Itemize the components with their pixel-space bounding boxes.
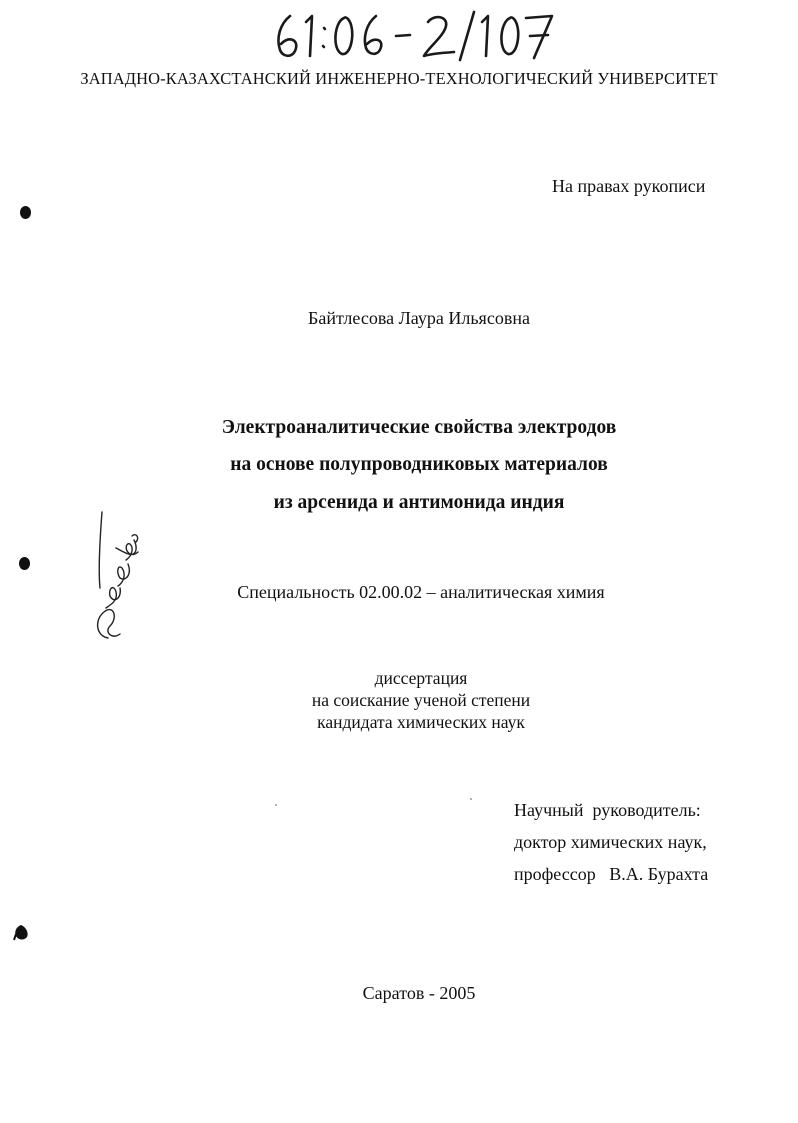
scan-speck: [275, 804, 277, 806]
title-line-3: из арсенида и антимонида индия: [273, 492, 565, 513]
dissertation-degree: кандидата химических наук: [317, 712, 525, 732]
dissertation-type: диссертация: [374, 668, 468, 688]
title-line-2: на основе полупроводниковых материалов: [230, 454, 608, 475]
supervisor-degree: доктор химических наук,: [514, 832, 707, 852]
city-year: Саратов - 2005: [362, 983, 476, 1003]
handwritten-code-stamp: [268, 6, 568, 62]
university-name: ЗАПАДНО-КАЗАХСТАНСКИЙ ИНЖЕНЕРНО-ТЕХНОЛОГИЧЕСКИЙ УНИВЕРСИТЕТ: [80, 69, 718, 88]
binding-hole-mark-middle: [19, 557, 30, 570]
title-line-1: Электроаналитические свойства электродов: [221, 417, 617, 438]
rights-notice: На правах рукописи: [552, 176, 706, 196]
author-name: Байтлесова Лаура Ильясовна: [308, 308, 530, 328]
dissertation-purpose: на соискание ученой степени: [311, 690, 531, 710]
binding-hole-mark-top: [20, 206, 31, 219]
supervisor-heading: Научный руководитель:: [514, 800, 701, 820]
specialty: Специальность 02.00.02 – аналитическая химия: [237, 582, 605, 602]
signature-mark: [88, 508, 148, 648]
binding-hole-mark-bottom: [13, 924, 29, 942]
supervisor-name: профессор В.А. Бурахта: [514, 864, 709, 884]
scan-speck: [470, 798, 472, 800]
